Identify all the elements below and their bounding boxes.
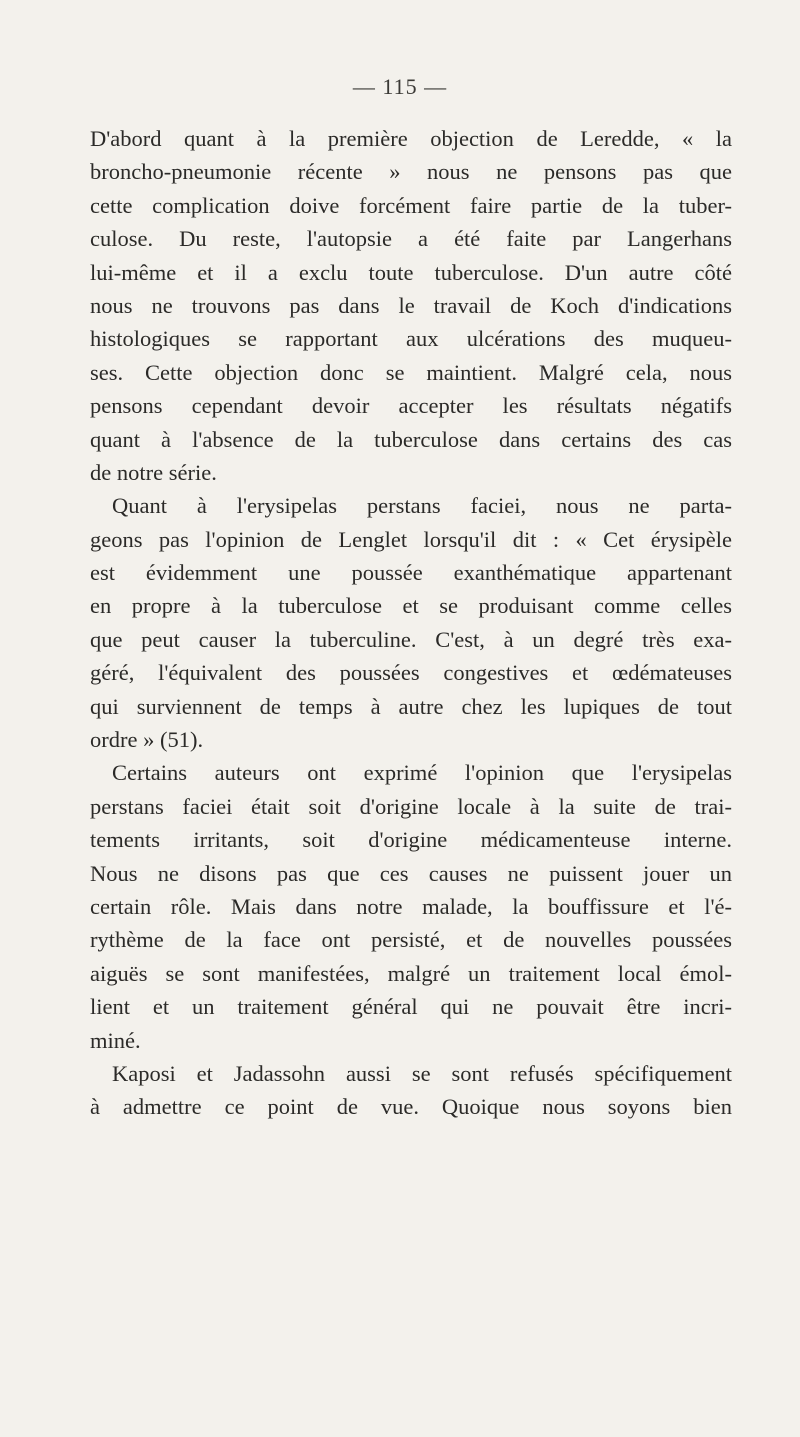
paragraph	[90, 489, 732, 756]
paragraph	[90, 122, 732, 489]
page-number: — 115 —	[352, 74, 448, 99]
text-line: de notre série.	[90, 459, 217, 485]
text-line: lui-même et il a exclu toute tuberculose. D'un autre côté	[90, 259, 732, 285]
text-line: Kaposi et Jadassohn aussi se sont refusés spécifiquement	[112, 1060, 732, 1086]
text-line: en propre à la tuberculose et se produisant comme celles	[90, 593, 732, 619]
text-line: quant à l'absence de la tuberculose dans certains des cas	[90, 426, 732, 452]
text-line: nous ne trouvons pas dans le travail de Koch d'indications	[90, 292, 732, 318]
text-line: cette complication doive forcément faire partie de la tuber-	[90, 192, 732, 218]
text-line: ses. Cette objection donc se maintient. Malgré cela, nous	[90, 359, 732, 385]
text-line: perstans faciei était soit d'origine locale à la suite de trai-	[90, 793, 732, 819]
text-line: rythème de la face ont persisté, et de nouvelles poussées	[90, 927, 732, 953]
text-line: Nous ne disons pas que ces causes ne puissent jouer un	[90, 860, 732, 886]
text-line: certain rôle. Mais dans notre malade, la bouffissure et l'é-	[90, 893, 732, 919]
paragraph	[90, 1057, 732, 1124]
text-line: aiguës se sont manifestées, malgré un traitement local émol-	[90, 960, 732, 986]
text-line: culose. Du reste, l'autopsie a été faite par Langerhans	[90, 226, 732, 252]
text-line: ordre » (51).	[90, 727, 204, 753]
text-line: pensons cependant devoir accepter les résultats négatifs	[90, 393, 732, 419]
text-line: qui surviennent de temps à autre chez les lupiques de tout	[90, 693, 732, 719]
text-line: miné.	[90, 1027, 141, 1053]
text-line: lient et un traitement général qui ne pouvait être incri-	[90, 994, 732, 1020]
text-line: que peut causer la tuberculine. C'est, à un degré très exa-	[90, 626, 732, 652]
text-line: histologiques se rapportant aux ulcérations des muqueu-	[90, 326, 732, 352]
text-line: Quant à l'erysipelas perstans faciei, nous ne parta-	[112, 493, 732, 519]
body-text	[90, 122, 732, 1124]
text-line: géré, l'équivalent des poussées congestives et œdémateuses	[90, 660, 732, 686]
text-line: broncho-pneumonie récente » nous ne pensons pas que	[90, 159, 732, 185]
text-line: à admettre ce point de vue. Quoique nous soyons bien	[90, 1094, 732, 1120]
text-line: est évidemment une poussée exanthématique appartenant	[90, 560, 732, 586]
paragraph	[90, 756, 732, 1057]
text-line: geons pas l'opinion de Lenglet lorsqu'il dit : « Cet érysipèle	[90, 526, 732, 552]
text-line: Certains auteurs ont exprimé l'opinion que l'erysipelas	[112, 760, 732, 786]
text-line: D'abord quant à la première objection de Leredde, « la	[90, 126, 732, 151]
text-line: tements irritants, soit d'origine médicamenteuse interne.	[90, 827, 732, 853]
